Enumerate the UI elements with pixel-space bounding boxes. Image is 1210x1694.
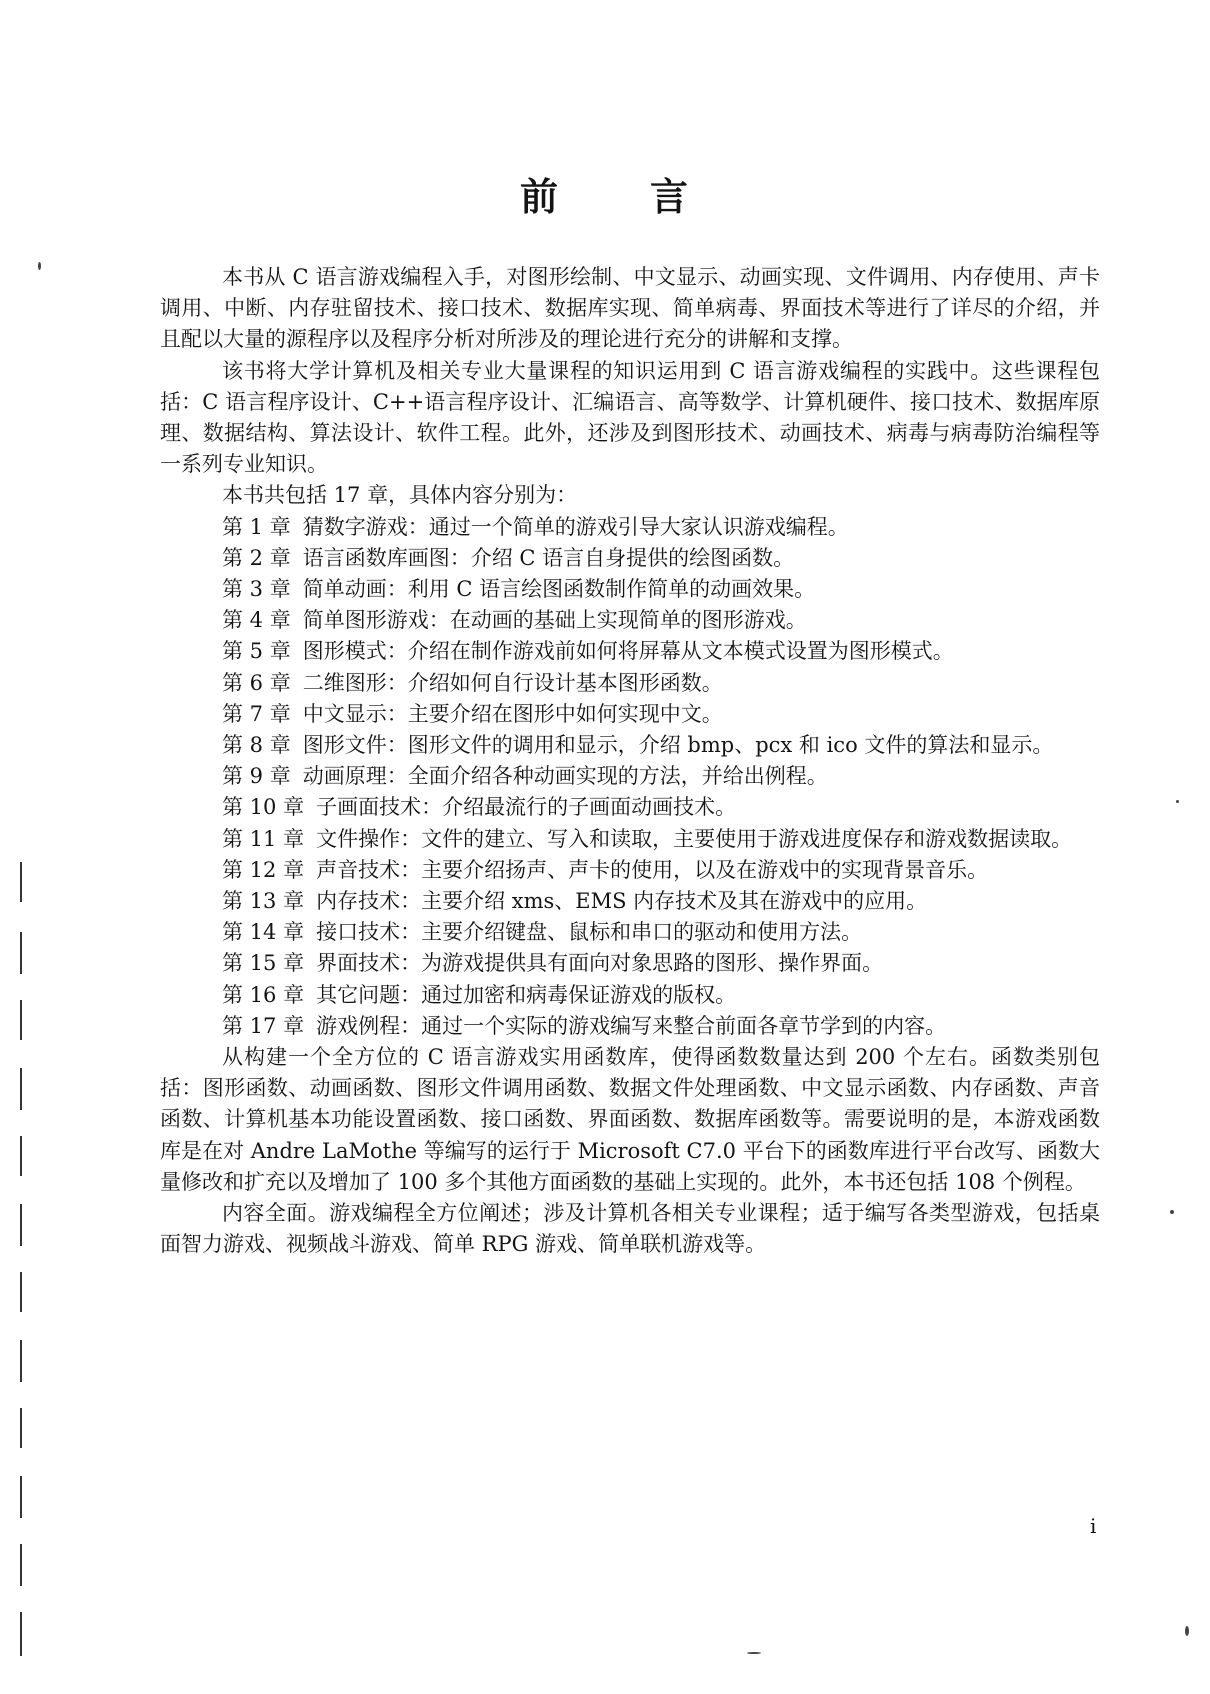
intro-paragraph-3: 本书共包括 17 章，具体内容分别为：	[222, 483, 578, 508]
intro-paragraph-2: 该书将大学计算机及相关专业大量课程的知识运用到 C 语言游戏编程的实践中。这些课程包括：C 语言程序设计、C++语言程序设计、汇编语言、高等数学、计算机硬件、接口技术、数据库原理、数据结构、算法设计、软件工程。此外，还涉及到图形技术、动画技术、病毒与病毒防治编程等一系列专业知识。	[160, 358, 1100, 477]
chapter-description: 其它问题：通过加密和病毒保证游戏的版权。	[316, 982, 737, 1007]
scan-margin-mark	[20, 1340, 22, 1382]
scan-margin-mark	[20, 1612, 22, 1656]
scan-margin-mark	[20, 1408, 22, 1448]
chapter-description: 游戏例程：通过一个实际的游戏编写来整合前面各章节学到的内容。	[316, 1013, 947, 1038]
chapter-description: 图形文件：图形文件的调用和显示，介绍 bmp、pcx 和 ico 文件的算法和显示。	[302, 733, 1054, 758]
chapter-description: 图形模式：介绍在制作游戏前如何将屏幕从文本模式设置为图形模式。	[302, 639, 954, 664]
scan-speck	[38, 262, 41, 270]
chapter-line	[160, 792, 1100, 823]
chapter-line	[160, 730, 1100, 761]
scan-margin-mark	[20, 932, 22, 974]
scan-margin-mark	[20, 1000, 22, 1040]
chapter-line	[160, 543, 1100, 574]
chapter-number: 第 6 章	[222, 670, 291, 695]
chapter-description: 简单图形游戏：在动画的基础上实现简单的图形游戏。	[302, 608, 807, 633]
page-title	[0, 172, 1210, 222]
chapter-line	[160, 948, 1100, 979]
chapter-number: 第 8 章	[222, 733, 291, 758]
chapter-description: 接口技术：主要介绍键盘、鼠标和串口的驱动和使用方法。	[316, 920, 863, 945]
title-char-right: 言	[650, 175, 691, 219]
chapter-line	[160, 636, 1100, 667]
chapter-line	[160, 917, 1100, 948]
chapter-description: 语言函数库画图：介绍 C 语言自身提供的绘图函数。	[302, 545, 795, 570]
chapter-line	[160, 668, 1100, 699]
chapter-number: 第 17 章	[222, 1013, 305, 1038]
chapter-line	[160, 605, 1100, 636]
chapter-number: 第 3 章	[222, 577, 291, 602]
intro-paragraph-1: 本书从 C 语言游戏编程入手，对图形绘制、中文显示、动画实现、文件调用、内存使用、声卡调用、中断、内存驻留技术、接口技术、数据库实现、简单病毒、界面技术等进行了详尽的介绍，并且配以大量的源程序以及程序分析对所涉及的理论进行充分的讲解和支撑。	[160, 265, 1100, 352]
preface-body	[160, 262, 1100, 1261]
chapter-description: 中文显示：主要介绍在图形中如何实现中文。	[302, 701, 723, 726]
chapter-description: 子画面技术：介绍最流行的子画面动画技术。	[316, 795, 737, 820]
scan-speck	[747, 1652, 761, 1654]
title-char-left: 前	[519, 175, 560, 219]
outro-paragraph-1: 从构建一个全方位的 C 语言游戏实用函数库，使得函数数量达到 200 个左右。函数类别包括：图形函数、动画函数、图形文件调用函数、数据文件处理函数、中文显示函数、内存函数、声音函数、计算机基本功能设置函数、接口函数、界面函数、数据库函数等。需要说明的是，本游戏函数库是在对 Andre LaMothe 等编写的运行于 Microsoft C7.0 平台下的函数库进行平台改写、函数大量修改和扩充以及增加了 100 多个其他方面函数的基础上实现的。此外，本书还包括 108 个例程。	[160, 1045, 1100, 1194]
chapter-line	[160, 761, 1100, 792]
chapter-number: 第 12 章	[222, 857, 305, 882]
scan-margin-mark	[20, 1204, 22, 1246]
chapter-number: 第 15 章	[222, 951, 305, 976]
chapter-number: 第 10 章	[222, 795, 305, 820]
chapter-number: 第 5 章	[222, 639, 291, 664]
chapter-description: 动画原理：全面介绍各种动画实现的方法，并给出例程。	[302, 764, 828, 789]
chapter-number: 第 7 章	[222, 701, 291, 726]
chapter-number: 第 16 章	[222, 982, 305, 1007]
chapter-line	[160, 855, 1100, 886]
chapter-number: 第 11 章	[222, 826, 305, 851]
outro-paragraph-2: 内容全面。游戏编程全方位阐述；涉及计算机各相关专业课程；适于编写各类型游戏，包括桌面智力游戏、视频战斗游戏、简单 RPG 游戏、简单联机游戏等。	[160, 1201, 1100, 1257]
chapter-line	[160, 886, 1100, 917]
chapter-number: 第 13 章	[222, 889, 305, 914]
scan-margin-mark	[20, 1476, 22, 1518]
chapter-number: 第 2 章	[222, 545, 291, 570]
scan-margin-mark	[20, 1136, 22, 1176]
scan-speck	[1176, 800, 1179, 803]
scan-margin-mark	[20, 862, 22, 902]
scan-speck	[1185, 1626, 1189, 1636]
page-number: i	[1090, 1514, 1097, 1538]
chapter-line	[160, 512, 1100, 543]
chapter-number: 第 4 章	[222, 608, 291, 633]
chapter-number: 第 9 章	[222, 764, 291, 789]
chapter-description: 简单动画：利用 C 语言绘图函数制作简单的动画效果。	[302, 577, 816, 602]
chapter-line	[160, 1011, 1100, 1042]
scan-margin-mark	[20, 1272, 22, 1312]
chapter-description: 文件操作：文件的建立、写入和读取，主要使用于游戏进度保存和游戏数据读取。	[316, 826, 1073, 851]
chapter-description: 声音技术：主要介绍扬声、声卡的使用，以及在游戏中的实现背景音乐。	[316, 857, 989, 882]
chapter-description: 界面技术：为游戏提供具有面向对象思路的图形、操作界面。	[316, 951, 884, 976]
chapter-number: 第 14 章	[222, 920, 305, 945]
scan-speck	[1170, 1210, 1174, 1214]
chapter-line	[160, 980, 1100, 1011]
chapter-line	[160, 574, 1100, 605]
scan-margin-mark	[20, 1544, 22, 1586]
chapter-description: 内存技术：主要介绍 xms、EMS 内存技术及其在游戏中的应用。	[316, 889, 928, 914]
chapter-number: 第 1 章	[222, 514, 291, 539]
chapter-line	[160, 824, 1100, 855]
chapter-description: 二维图形：介绍如何自行设计基本图形函数。	[302, 670, 723, 695]
scan-margin-mark	[20, 1068, 22, 1110]
chapter-description: 猜数字游戏：通过一个简单的游戏引导大家认识游戏编程。	[302, 514, 849, 539]
chapter-line	[160, 699, 1100, 730]
